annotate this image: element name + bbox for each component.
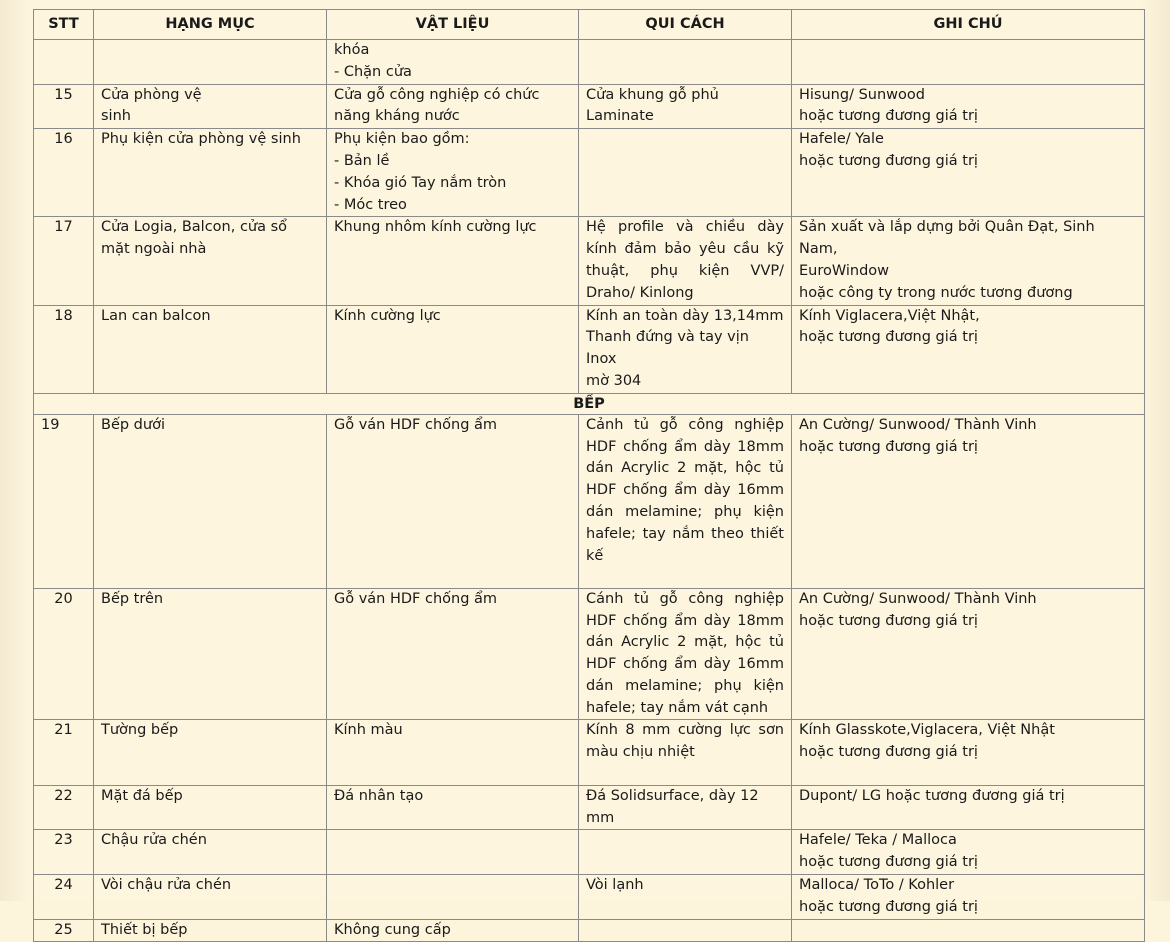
cell-note <box>792 305 1145 393</box>
cell-spec: Đá Solidsurface, dày 12 mm <box>579 785 792 830</box>
cell-line: khóa <box>334 42 370 58</box>
cell-item: Phụ kiện cửa phòng vệ sinh <box>94 129 327 217</box>
cell-line: hoặc tương đương giá trị <box>799 612 978 629</box>
cell-line: hoặc tương đương giá trị <box>799 108 978 125</box>
header-stt: STT <box>34 10 94 40</box>
cell-material: Đá nhân tạo <box>327 785 579 830</box>
table-row <box>34 919 1145 942</box>
cell-line: hoặc công ty trong nước tương đương <box>799 284 1073 301</box>
table-row <box>34 719 1145 785</box>
cell-note <box>792 84 1145 129</box>
cell-spec <box>579 919 792 942</box>
cell-note: Dupont/ LG hoặc tương đương giá trị <box>792 785 1145 830</box>
cell-line: Sản xuất và lắp dựng bởi Quân Đạt, Sinh Nam, <box>799 219 1095 258</box>
cell-line: - Chặn cửa <box>334 63 412 80</box>
cell-line: hoặc tương đương giá trị <box>799 743 978 760</box>
header-note: GHI CHÚ <box>792 10 1145 40</box>
cell-stt: 18 <box>34 305 94 393</box>
cell-stt: 21 <box>34 719 94 785</box>
cell-material: Gỗ ván HDF chống ẩm <box>327 414 579 588</box>
header-item: HẠNG MỤC <box>94 10 327 40</box>
cell-material <box>327 84 579 129</box>
header-spec: QUI CÁCH <box>579 10 792 40</box>
cell-spec <box>579 129 792 217</box>
table-row <box>34 874 1145 919</box>
cell-note <box>792 830 1145 875</box>
header-row <box>34 10 1145 40</box>
cell-stt: 19 <box>34 414 94 588</box>
cell-line: An Cường/ Sunwood/ Thành Vinh <box>799 416 1037 433</box>
cell-line: Cửa phòng vệ <box>101 86 202 103</box>
cell-spec <box>579 84 792 129</box>
cell-stt: 23 <box>34 830 94 875</box>
cell-item: Cửa Logia, Balcon, cửa sổ mặt ngoài nhà <box>94 217 327 305</box>
cell-stt <box>34 40 94 85</box>
cell-line: Thanh đứng và tay vịn Inox <box>586 329 749 368</box>
cell-note <box>792 588 1145 719</box>
table-row <box>34 588 1145 719</box>
cell-spec-text: Cánh tủ gỗ công nghiệp HDF chống ẩm dày 18mm dán Acrylic 2 mặt, hộc tủ HDF chống ẩm dày 16mm dán melamine; phụ kiện hafele; tay nắm vát cạnh <box>586 590 784 716</box>
cell-line: hoặc tương đương giá trị <box>799 854 978 871</box>
cell-spec: Hệ profile và chiều dày kính đảm bảo yêu cầu kỹ thuật, phụ kiện VVP/ Draho/ Kinlong <box>579 217 792 305</box>
cell-item <box>94 84 327 129</box>
cell-item: Tường bếp <box>94 719 327 785</box>
cell-item: Bếp trên <box>94 588 327 719</box>
cell-line: sinh <box>101 108 131 125</box>
cell-material <box>327 129 579 217</box>
cell-line: Kính an toàn dày 13,14mm <box>586 307 784 324</box>
cell-line: Kính Glasskote,Viglacera, Việt Nhật <box>799 721 1055 738</box>
cell-spec <box>579 588 792 719</box>
cell-item: Chậu rửa chén <box>94 830 327 875</box>
cell-stt: 17 <box>34 217 94 305</box>
cell-stt: 20 <box>34 588 94 719</box>
cell-stt: 22 <box>34 785 94 830</box>
cell-spec: Vòi lạnh <box>579 874 792 919</box>
cell-line: Hafele/ Teka / Malloca <box>799 832 957 849</box>
cell-line: Kính Viglacera,Việt Nhật, <box>799 307 980 324</box>
cell-line: hoặc tương đương giá trị <box>799 329 978 346</box>
cell-spec <box>579 305 792 393</box>
cell-line: hoặc tương đương giá trị <box>799 152 978 169</box>
cell-line: Laminate <box>586 108 654 125</box>
header-material: VẬT LIỆU <box>327 10 579 40</box>
cell-item: Bếp dưới <box>94 414 327 588</box>
cell-material: Khung nhôm kính cường lực <box>327 217 579 305</box>
cell-line: mờ 304 <box>586 372 642 389</box>
cell-line: hoặc tương đương giá trị <box>799 898 978 915</box>
cell-material: Gỗ ván HDF chống ẩm <box>327 588 579 719</box>
cell-line: - Móc treo <box>334 196 407 213</box>
cell-stt: 15 <box>34 84 94 129</box>
cell-line: Phụ kiện bao gồm: <box>334 131 470 148</box>
section-title-kitchen: BẾP <box>34 393 1145 414</box>
cell-spec: Cảnh tủ gỗ công nghiệp HDF chống ẩm dày 18mm dán Acrylic 2 mặt, hộc tủ HDF chống ẩm dày 16mm dán melamine; phụ kiện hafele; tay nắm theo thiết kế <box>579 414 792 588</box>
table-row <box>34 84 1145 129</box>
spec-table <box>33 9 1145 942</box>
table-row <box>34 305 1145 393</box>
cell-line: Malloca/ ToTo / Kohler <box>799 876 955 893</box>
cell-material: Không cung cấp <box>327 919 579 942</box>
cell-material: Kính màu <box>327 719 579 785</box>
cell-stt: 25 <box>34 919 94 942</box>
cell-item: Mặt đá bếp <box>94 785 327 830</box>
cell-line: An Cường/ Sunwood/ Thành Vinh <box>799 590 1037 607</box>
cell-material <box>327 40 579 85</box>
cell-item: Thiết bị bếp <box>94 919 327 942</box>
cell-material <box>327 874 579 919</box>
cell-stt: 24 <box>34 874 94 919</box>
cell-line: hoặc tương đương giá trị <box>799 438 978 455</box>
cell-line: EuroWindow <box>799 262 890 279</box>
cell-material: Kính cường lực <box>327 305 579 393</box>
table-row <box>34 414 1145 588</box>
cell-line: - Khóa gió Tay nắm tròn <box>334 174 507 191</box>
table-row <box>34 129 1145 217</box>
cell-note <box>792 874 1145 919</box>
cell-line: năng kháng nước <box>334 108 460 125</box>
table-row <box>34 785 1145 830</box>
cell-item: Vòi chậu rửa chén <box>94 874 327 919</box>
table-row <box>34 217 1145 305</box>
cell-item <box>94 40 327 85</box>
cell-spec: Kính 8 mm cường lực sơn màu chịu nhiệt <box>579 719 792 785</box>
cell-item: Lan can balcon <box>94 305 327 393</box>
cell-material <box>327 830 579 875</box>
cell-spec <box>579 40 792 85</box>
cell-line: Hisung/ Sunwood <box>799 86 925 103</box>
cell-line: Cửa khung gỗ phủ <box>586 86 719 103</box>
cell-note <box>792 129 1145 217</box>
section-row <box>34 393 1145 414</box>
cell-spec <box>579 830 792 875</box>
cell-stt: 16 <box>34 129 94 217</box>
cell-line: - Bản lề <box>334 152 390 169</box>
table-row <box>34 830 1145 875</box>
table-row <box>34 40 1145 85</box>
cell-line: Hafele/ Yale <box>799 131 884 148</box>
cell-line: Cửa gỗ công nghiệp có chức <box>334 86 540 103</box>
cell-note <box>792 414 1145 588</box>
cell-note <box>792 919 1145 942</box>
cell-note <box>792 40 1145 85</box>
cell-note <box>792 719 1145 785</box>
cell-note <box>792 217 1145 305</box>
